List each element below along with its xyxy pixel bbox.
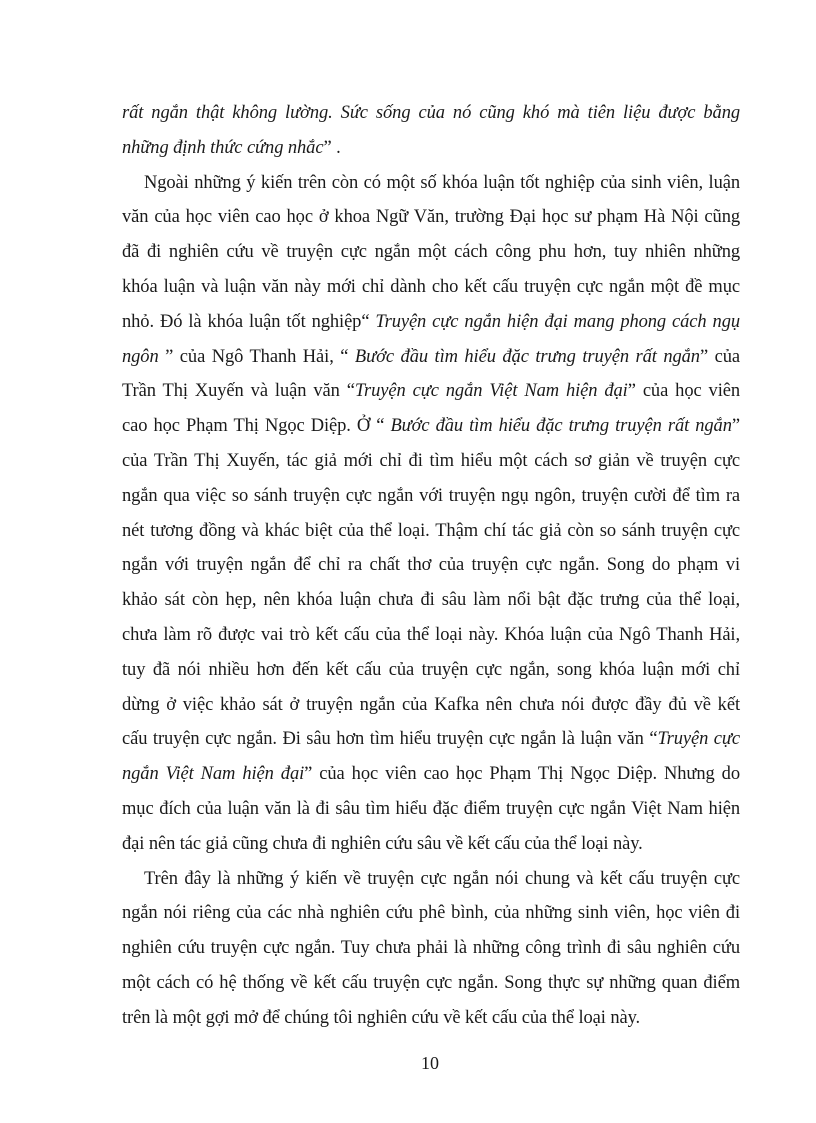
text-segment: ngắn với truyện ngắn để chỉ ra chất thơ của truyện cực ngắn. Song do phạm vi xyxy=(122,555,740,576)
text-segment: ” của xyxy=(699,346,740,367)
text-line xyxy=(122,131,740,166)
text-segment: đã đi nghiên cứu về truyện cực ngắn một cách công phu hơn, tuy nhiên những xyxy=(122,242,740,263)
text-segment: Trần Thị Xuyến và luận văn “ xyxy=(122,381,355,402)
text-segment: dừng ở việc khảo sát ở truyện ngắn của Kafka nên chưa nói được đầy đủ về kết xyxy=(122,694,740,715)
text-line xyxy=(122,862,740,897)
text-segment: trên là một gợi mở để chúng tôi nghiên cứu về kết cấu của thể loại này. xyxy=(122,1007,641,1028)
italic-text: những định thức cứng nhắc xyxy=(122,137,324,158)
text-segment: khóa luận và luận văn này mới chỉ dành cho kết cấu truyện cực ngắn một đề mục xyxy=(122,276,740,297)
text-line xyxy=(122,757,740,792)
text-segment: nét tương đồng và khác biệt của thể loại. Thậm chí tác giả còn so sánh truyện cực xyxy=(122,520,740,541)
text-segment: ” . xyxy=(323,137,341,158)
italic-text: Bước đầu tìm hiểu đặc trưng truyện rất ngắn xyxy=(354,346,700,367)
document-body xyxy=(122,96,740,1036)
text-line xyxy=(122,374,740,409)
text-line xyxy=(122,583,740,618)
text-line xyxy=(122,235,740,270)
text-segment: Trên đây là những ý kiến về truyện cực ngắn nói chung và kết cấu truyện cực xyxy=(144,868,740,889)
text-line xyxy=(122,270,740,305)
italic-text: Bước đầu tìm hiểu đặc trưng truyện rất ngắn xyxy=(390,416,732,437)
italic-text: Truyện cực xyxy=(657,729,741,750)
text-segment: ” của Ngô Thanh Hải, “ xyxy=(158,346,355,367)
text-segment: văn của học viên cao học ở khoa Ngữ Văn, trường Đại học sư phạm Hà Nội cũng xyxy=(122,207,740,228)
text-segment: mục đích của luận văn là đi sâu tìm hiểu đặc điểm truyện cực ngắn Việt Nam hiện xyxy=(122,798,740,819)
italic-text: Truyện cực ngắn hiện đại mang phong cách ngụ xyxy=(375,311,740,332)
text-line xyxy=(122,618,740,653)
text-line xyxy=(122,96,740,131)
italic-text: rất ngắn thật không lường. Sức sống của nó cũng khó mà tiên liệu được bằng xyxy=(122,103,740,123)
text-segment: nghiên cứu truyện cực ngắn. Tuy chưa phải là những công trình đi sâu nghiên cứu xyxy=(122,938,740,959)
text-segment: đại nên tác giả cũng chưa đi nghiên cứu sâu về kết cấu của thể loại này. xyxy=(122,833,643,854)
text-line xyxy=(122,1001,740,1036)
text-line xyxy=(122,340,740,375)
italic-text: ngắn Việt Nam hiện đại xyxy=(122,764,305,785)
text-line xyxy=(122,688,740,723)
text-line xyxy=(122,896,740,931)
text-line xyxy=(122,931,740,966)
text-segment: một cách có hệ thống về kết cấu truyện cực ngắn. Song thực sự những quan điểm xyxy=(122,972,740,993)
text-segment: ngắn nói riêng của các nhà nghiên cứu phê bình, của những sinh viên, học viên đi xyxy=(122,903,740,924)
text-line xyxy=(122,827,740,862)
italic-text: ngôn xyxy=(122,346,159,367)
text-segment: tuy đã nói nhiều hơn đến kết cấu của truyện cực ngắn, song khóa luận mới chỉ xyxy=(122,659,740,680)
text-segment: chưa làm rõ được vai trò kết cấu của thể loại này. Khóa luận của Ngô Thanh Hải, xyxy=(122,624,740,645)
text-line xyxy=(122,444,740,479)
text-line xyxy=(122,653,740,688)
text-line xyxy=(122,722,740,757)
text-segment: ” của học viên xyxy=(627,381,740,402)
text-line xyxy=(122,200,740,235)
text-line xyxy=(122,548,740,583)
text-segment: ” của học viên cao học Phạm Thị Ngọc Diệp. Nhưng do xyxy=(304,764,740,785)
text-line xyxy=(122,166,740,201)
text-segment: cấu truyện cực ngắn. Đi sâu hơn tìm hiểu truyện cực ngắn là luận văn “ xyxy=(122,729,658,750)
text-line xyxy=(122,792,740,827)
text-segment: ngắn qua việc so sánh truyện cực ngắn với truyện ngụ ngôn, truyện cười để tìm ra xyxy=(122,485,740,506)
text-line xyxy=(122,479,740,514)
text-line xyxy=(122,966,740,1001)
text-segment: nhỏ. Đó là khóa luận tốt nghiệp“ xyxy=(122,311,376,332)
text-line xyxy=(122,305,740,340)
text-segment: Ngoài những ý kiến trên còn có một số khóa luận tốt nghiệp của sinh viên, luận xyxy=(144,172,740,193)
italic-text: Truyện cực ngắn Việt Nam hiện đại xyxy=(354,381,628,402)
text-line xyxy=(122,409,740,444)
text-segment: của Trần Thị Xuyến, tác giả mới chỉ đi tìm hiểu một cách sơ giản về truyện cực xyxy=(122,450,740,471)
text-segment: cao học Phạm Thị Ngọc Diệp. Ở “ xyxy=(122,416,391,437)
text-line xyxy=(122,514,740,549)
text-segment: khảo sát còn hẹp, nên khóa luận chưa đi sâu làm nổi bật đặc trưng của thể loại, xyxy=(122,590,740,611)
page-number: 10 xyxy=(421,1053,439,1073)
text-segment: ” xyxy=(731,416,740,437)
